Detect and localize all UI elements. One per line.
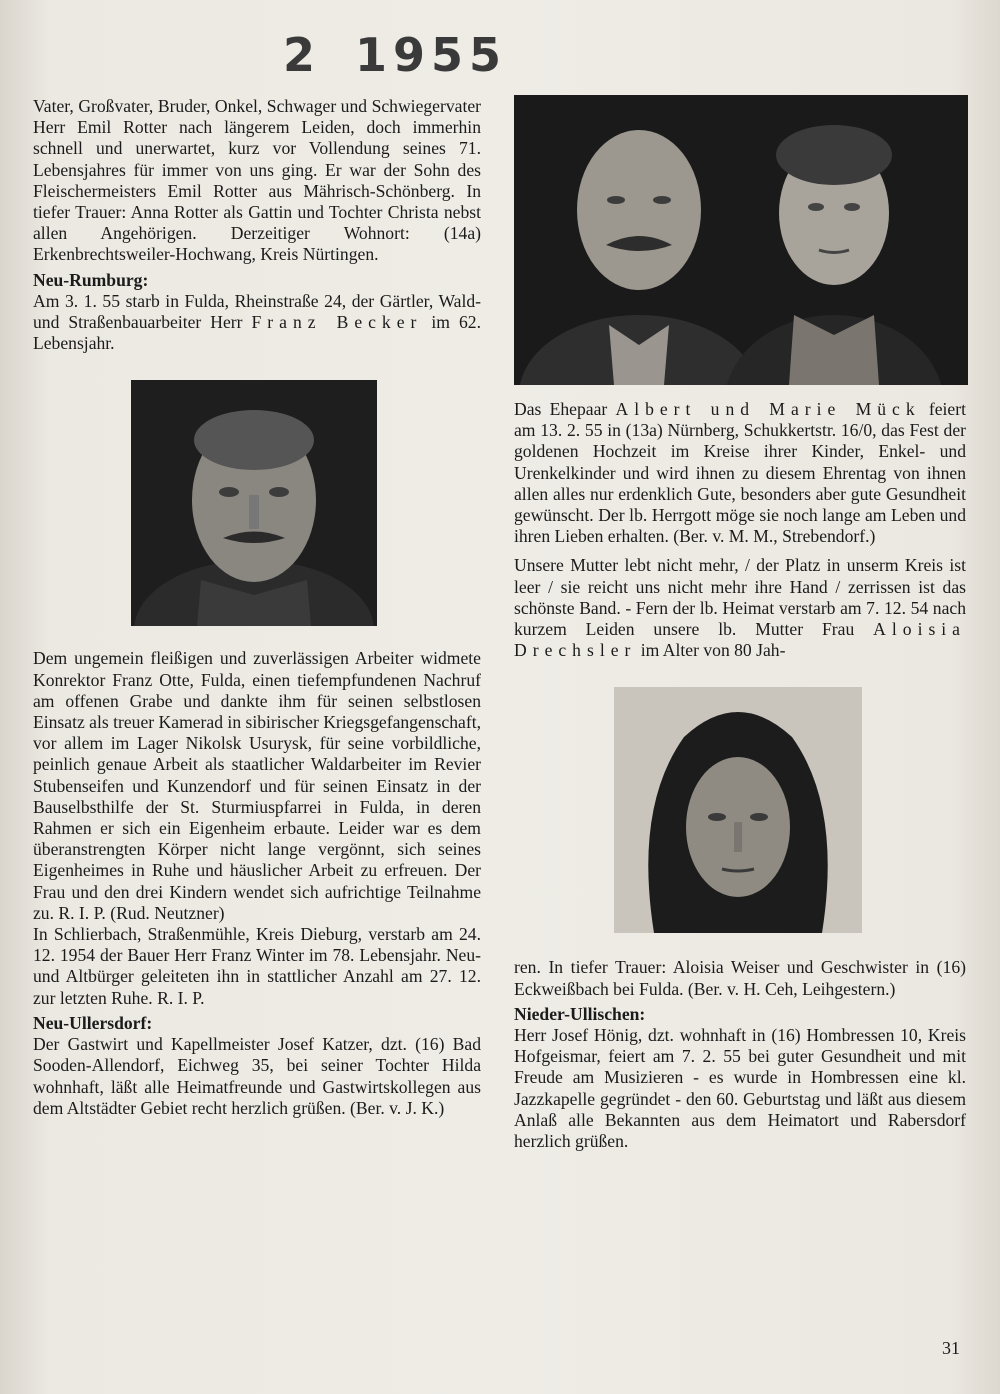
- drechsler-notice: [514, 555, 966, 661]
- heading-neu-rumburg: Neu-Rumburg:: [33, 269, 149, 290]
- left-column: [33, 96, 481, 1119]
- winter-notice: In Schlierbach, Straßenmühle, Kreis Dieburg, verstarb am 24. 12. 1954 der Bauer Herr Franz Winter im 78. Lebensjahr. Neu- und Altbürger geleiteten ihn in stattlicher Anzahl am 27. 12. zur letzten Ruhe. R. I. P.: [33, 924, 481, 1008]
- issue-year: 1955: [355, 28, 508, 82]
- photo-franz-becker: [131, 380, 377, 626]
- mueck-names: Albert und Marie Mück: [615, 399, 921, 419]
- drechsler-continued: ren. In tiefer Trauer: Aloisia Weiser und Geschwister in (16) Eckweißbach bei Fulda. (Ber. v. H. Ceh, Leihgestern.): [514, 957, 966, 999]
- issue-stamp: [283, 28, 507, 82]
- portrait-couple-icon: [514, 95, 968, 385]
- issue-number: 2: [283, 28, 322, 82]
- page-number: 31: [942, 1338, 960, 1358]
- hoenig-notice: Herr Josef Hönig, dzt. wohnhaft in (16) Hombressen 10, Kreis Hofgeismar, feiert am 7. 2. 55 bei guter Gesundheit und mit Freude am Musizieren - es wurde in Hombressen eine kl. Jazzkapelle gegründet - den 60. Geburtstag und läßt aus diesem Anlaß alle Bekannten aus dem Heimatort und Rabersdorf herzlich grüßen.: [514, 1025, 966, 1152]
- right-column: [514, 95, 966, 1152]
- mueck-intro: Das Ehepaar: [514, 399, 608, 419]
- photo-albert-marie-mueck: [514, 95, 968, 385]
- becker-intro: Am 3. 1. 55 starb in Fulda, Rheinstraße 24, der Gärtler, Wald- und Straßenbauarbeiter Herr: [33, 290, 481, 333]
- becker-notice: [33, 291, 481, 355]
- rotter-notice: Vater, Großvater, Bruder, Onkel, Schwager und Schwiegervater Herr Emil Rotter nach längerem Leiden, doch immerhin schnell und unerwartet, kurz vor Vollendung seines 71. Lebensjahres für immer von uns ging. Er war der Sohn des Fleischermeisters Emil Rotter aus Mährisch-Schönberg. In tiefer Trauer: Anna Rotter als Gattin und Tochter Christa nebst allen Angehörigen. Derzeitiger Wohnort: (14a) Erkenbrechtsweiler-Hochwang, Kreis Nürtingen.: [33, 96, 481, 265]
- heading-nieder-ullischen: Nieder-Ullischen:: [514, 1003, 646, 1024]
- mueck-notice: [514, 399, 966, 547]
- photo-aloisia-drechsler: [614, 687, 862, 933]
- mueck-text: feiert am 13. 2. 55 in (13a) Nürnberg, Schukkertstr. 16/0, das Fest der goldenen Hochzeit im Kreise ihrer Kinder, Enkel- und Urenkelkinder und wird ihnen zu diesem Ehrentag von ihnen allen alles nur erdenklich Gute, besonders aber gute Gesundheit gewünscht. Der lb. Herrgott möge sie noch lange am Leben und ihren Lieben erhalten. (Ber. v. M. M., Strebendorf.): [514, 399, 966, 547]
- portrait-man-icon: [131, 380, 377, 626]
- drechsler-intro: Unsere Mutter lebt nicht mehr, / der Platz in unserm Kreis ist leer / sie reicht uns nicht mehr ihre Hand / zerrissen ist das schönste Band. - Fern der lb. Heimat verstarb am 7. 12. 54 nach kurzem Leiden unsere lb. Mutter Frau: [514, 555, 966, 640]
- portrait-woman-headscarf-icon: [614, 687, 862, 933]
- becker-tribute: Dem ungemein fleißigen und zuverlässigen Arbeiter widmete Konrektor Franz Otte, Fulda, einen tiefempfundenen Nachruf am offenen Grabe und dankte ihm für seinen selbstlosen Einsatz als treuer Kamerad in sibirischer Kriegsgefangenschaft, vor allem im Lager Nikolsk Usurysk, für seine vorbildliche, peinlich genaue Arbeit als staatlicher Waldarbeiter im Revier Stubenseifen und Kunzendorf und für seinen Einsatz in der Bauselbsthilfe der St. Sturmiuspfarrei in Fulda, in deren Rahmen er sich ein Eigenheim erbaute. Leider war es dem überanstrengten Körper nicht lange vergönnt, sich seines Eigenheimes in Ruhe und häuslicher Arbeit zu erfreuen. Der Frau und den drei Kindern wendet sich aufrichtige Teilnahme zu. R. I. P. (Rud. Neutzner): [33, 648, 481, 923]
- katzer-notice: Der Gastwirt und Kapellmeister Josef Katzer, dzt. (16) Bad Sooden-Allendorf, Eichweg 35, bei seiner Tochter Hilda wohnhaft, läßt alle Heimatfreunde und Gastwirtskollegen aus dem Altstädter Gebiet recht herzlich grüßen. (Ber. v. J. K.): [33, 1034, 481, 1118]
- heading-neu-ullersdorf: Neu-Ullersdorf:: [33, 1012, 153, 1033]
- drechsler-name: Aloisia Drechsler: [514, 619, 966, 661]
- becker-outro: im 62. Lebensjahr.: [33, 312, 481, 354]
- drechsler-age: im Alter von 80 Jah-: [640, 640, 786, 661]
- becker-name: Franz Becker: [251, 312, 423, 333]
